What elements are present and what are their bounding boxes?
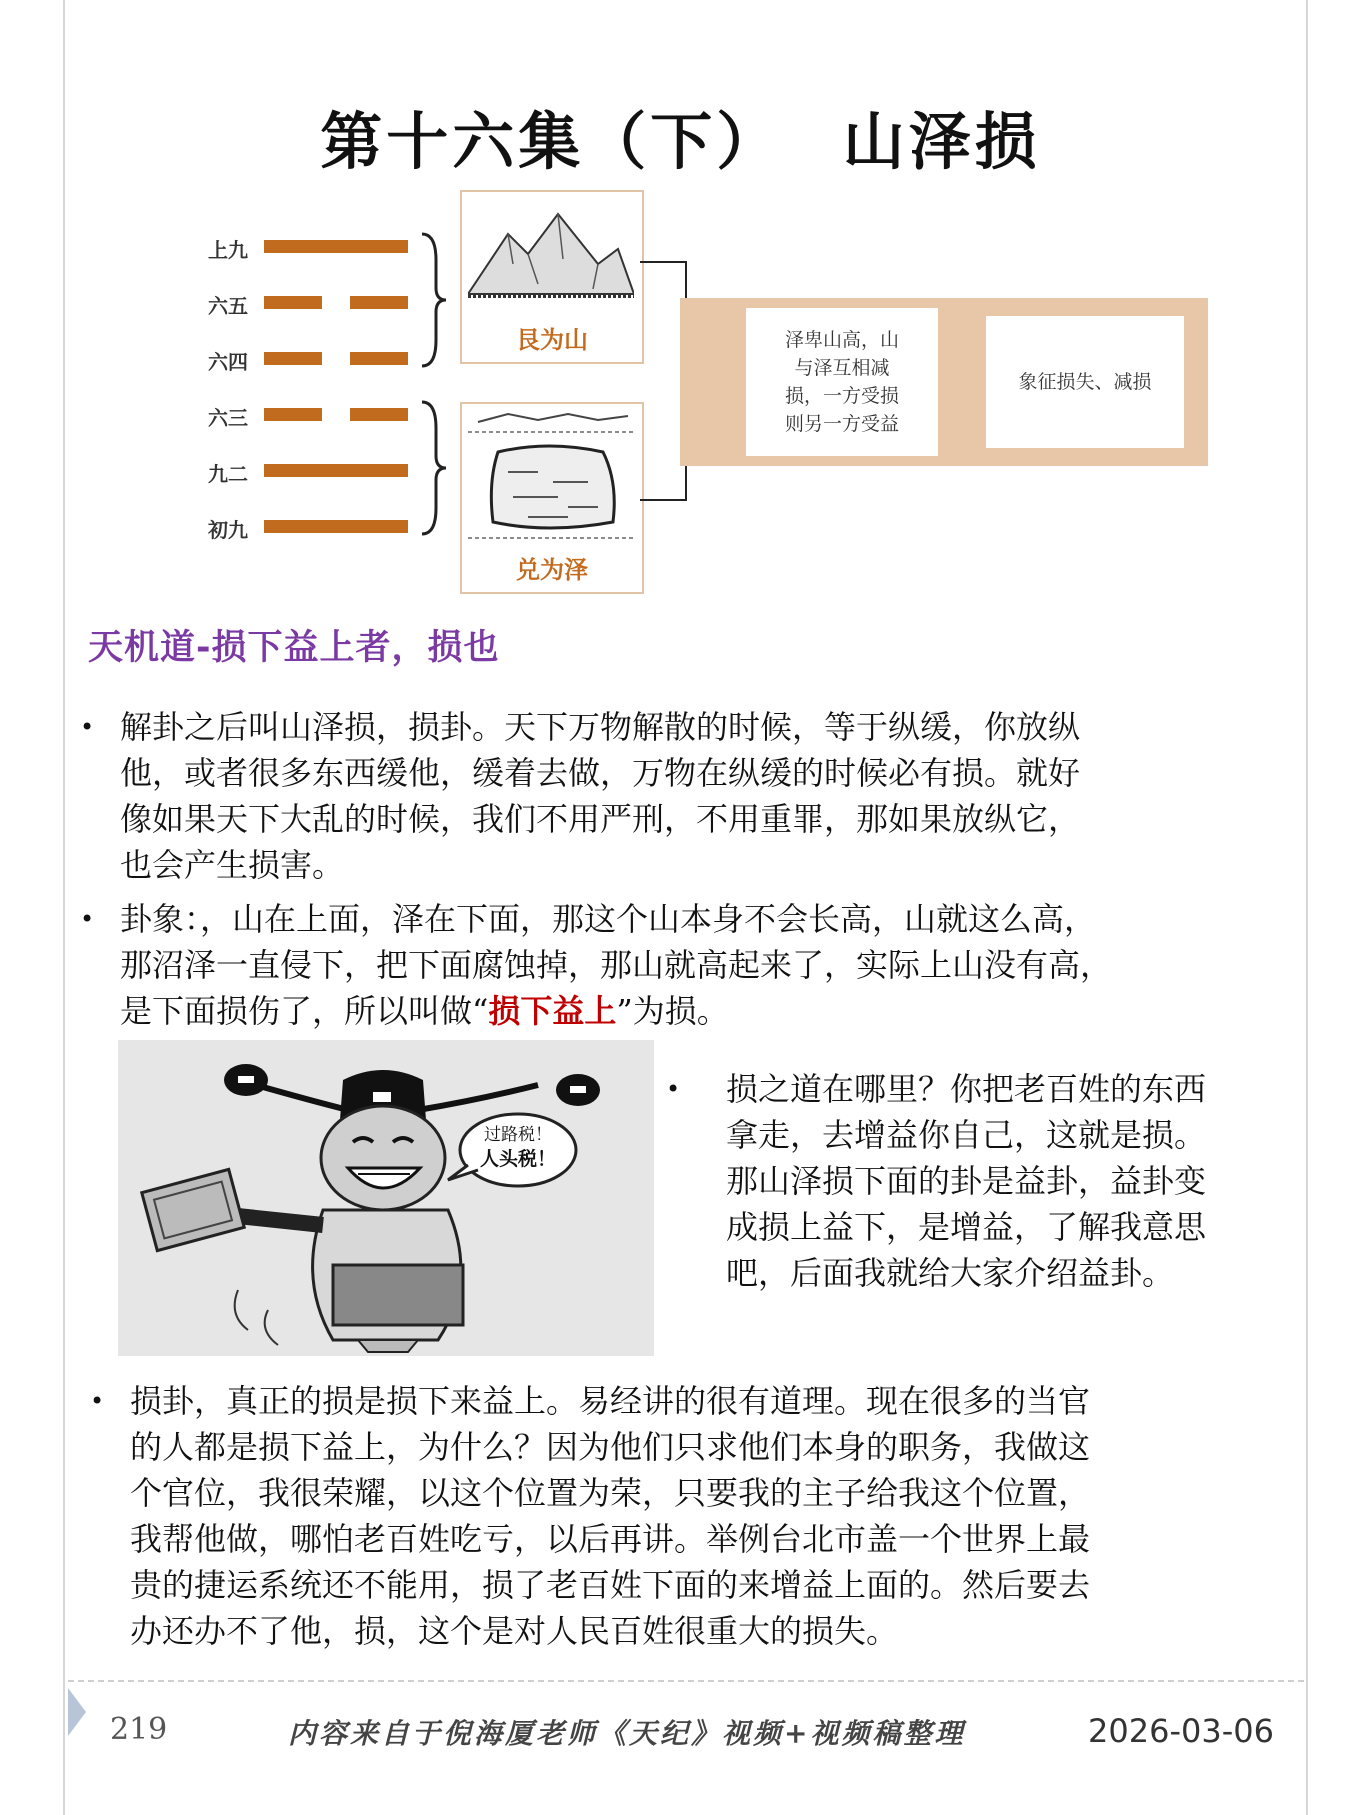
highlight-phrase: 损下益上 — [488, 992, 617, 1030]
page-border-left — [63, 0, 65, 1815]
bullet-dot: • — [80, 713, 95, 741]
text-line: 个官位，我很荣耀，以这个位置为荣，只要我的主子给我这个位置， — [130, 1474, 1091, 1512]
flow-box-meaning: 象征损失、减损 — [986, 316, 1184, 448]
text-line: 那山泽损下面的卦是益卦，益卦变 — [726, 1162, 1207, 1200]
text-line: 的人都是损下益上，为什么？因为他们只求他们本身的职务，我做这 — [130, 1428, 1091, 1466]
hexagram-diagram — [190, 190, 1210, 590]
speech-text-2: 人头税！ — [479, 1148, 557, 1170]
flow-text-line: 泽卑山高，山 — [784, 329, 899, 351]
yin-line-4a — [264, 408, 322, 421]
text-line: 那沼泽一直侵下，把下面腐蚀掉，那山就高起来了，实际上山没有高， — [120, 946, 1113, 984]
text-line: 他，或者很多东西缓他，缓着去做，万物在纵缓的时候必有损。就好 — [120, 754, 1081, 792]
line-label-6: 初九 — [208, 518, 248, 542]
flow-box-cause — [746, 308, 938, 456]
bullet-dot: • — [90, 1387, 105, 1415]
flow-text-line: 则另一方受益 — [784, 413, 899, 435]
text-line: 像如果天下大乱的时候，我们不用严刑，不用重罪，那如果放纵它， — [120, 800, 1081, 838]
line-label-4: 六三 — [208, 406, 248, 430]
text-line: 卦象：，山在上面，泽在下面，那这个山本身不会长高，山就这么高， — [120, 900, 1097, 938]
yin-line-2a — [264, 296, 322, 309]
yin-line-3a — [264, 352, 322, 365]
bullet-paragraph-4 — [90, 1378, 1300, 1654]
footer-date: 2026-03-06 — [1088, 1712, 1274, 1750]
text-line: 吧，后面我就给大家介绍益卦。 — [726, 1254, 1175, 1292]
text-segment: ”为损。 — [616, 992, 729, 1030]
line-label-2: 六五 — [208, 294, 248, 318]
speech-text-1: 过路税！ — [484, 1125, 552, 1145]
yang-line-6 — [264, 520, 408, 533]
text-line: 贵的捷运系统还不能用，损了老百姓下面的来增益上面的。然后要去 — [130, 1566, 1091, 1604]
brace-upper-icon — [418, 230, 448, 370]
text-line: 损之道在哪里？你把老百姓的东西 — [726, 1070, 1207, 1108]
official-cartoon-image — [118, 1040, 654, 1356]
text-line: 也会产生损害。 — [120, 846, 345, 884]
bullet-paragraph-2 — [80, 896, 1300, 1034]
lake-icon — [468, 412, 634, 540]
upper-trigram-name: 艮为山 — [516, 326, 588, 354]
footer-divider — [68, 1680, 1304, 1682]
flow-text-line: 与泽互相减 — [794, 357, 890, 379]
text-line: 办还办不了他，损，这个是对人民百姓很重大的损失。 — [130, 1612, 899, 1650]
triangle-marker-icon — [68, 1688, 86, 1736]
yin-line-3b — [350, 352, 408, 365]
page-title: 第十六集（下） 山泽损 — [320, 105, 1041, 178]
brace-lower-icon — [418, 398, 448, 538]
yin-line-2b — [350, 296, 408, 309]
line-label-5: 九二 — [208, 462, 248, 486]
text-line: 拿走，去增益你自己，这就是损。 — [726, 1116, 1207, 1154]
line-label-3: 六四 — [208, 350, 248, 374]
section-subtitle: 天机道-损下益上者，损也 — [88, 628, 500, 668]
upper-trigram-box — [460, 190, 644, 364]
bullet-dot: • — [666, 1075, 681, 1103]
lower-trigram-name: 兑为泽 — [516, 556, 588, 584]
bullet-paragraph-3 — [666, 1066, 1306, 1296]
flow-text-line: 损，一方受损 — [784, 385, 899, 407]
yang-line-5 — [264, 464, 408, 477]
bullet-dot: • — [80, 905, 95, 933]
bullet-paragraph-1 — [80, 704, 1290, 888]
page-number: 219 — [110, 1712, 168, 1747]
text-line: 损卦，真正的损是损下来益上。易经讲的很有道理。现在很多的当官 — [130, 1382, 1091, 1420]
text-line: 我帮他做，哪怕老百姓吃亏，以后再讲。举例台北市盖一个世界上最 — [130, 1520, 1091, 1558]
cartoon-official-icon — [118, 1040, 654, 1356]
text-line-with-highlight — [120, 988, 1300, 1034]
yin-line-4b — [350, 408, 408, 421]
yang-line-1 — [264, 240, 408, 253]
source-note: 内容来自于倪海厦老师《天纪》视频+视频稿整理 — [288, 1717, 966, 1750]
mountain-icon — [468, 204, 634, 304]
line-label-1: 上九 — [208, 238, 248, 262]
page-border-right — [1306, 0, 1308, 1815]
text-line: 成损上益下，是增益，了解我意思 — [726, 1208, 1207, 1246]
text-segment: 是下面损伤了，所以叫做“ — [120, 992, 489, 1030]
text-line: 解卦之后叫山泽损，损卦。天下万物解散的时候，等于纵缓，你放纵 — [120, 708, 1081, 746]
lower-trigram-box — [460, 402, 644, 594]
